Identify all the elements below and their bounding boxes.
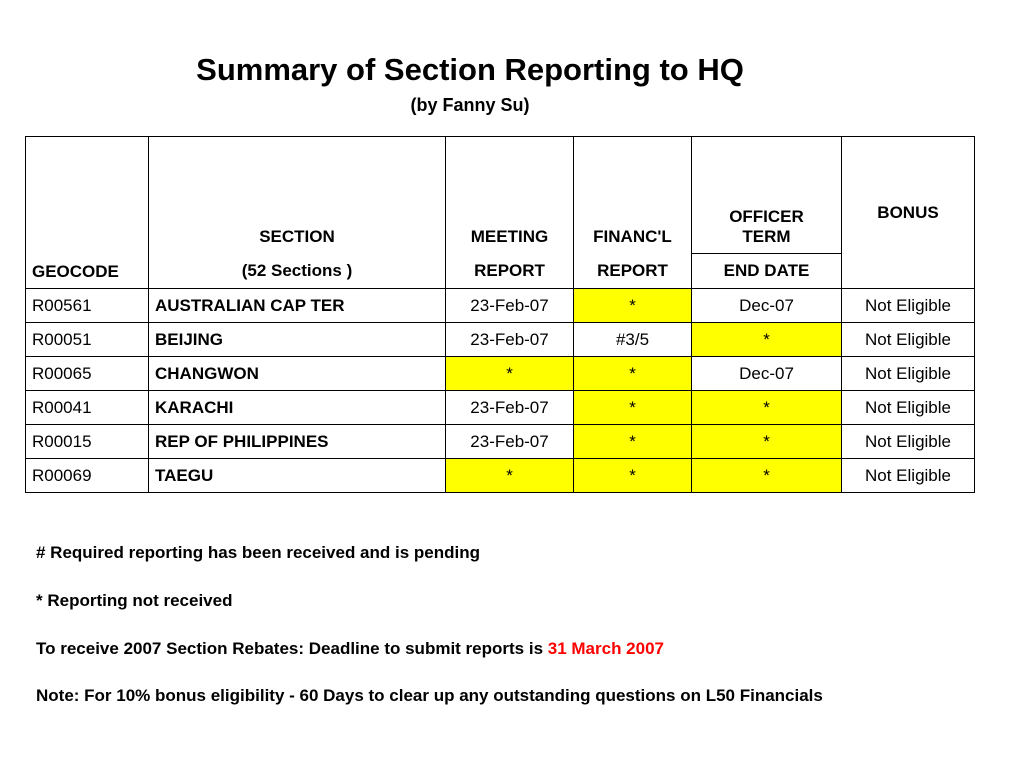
table-row [26,425,975,459]
note-bonus-eligibility: Note: For 10% bonus eligibility - 60 Days to clear up any outstanding questions on L50 Financials [36,686,823,705]
table-row [26,289,975,323]
cell-financ: * [574,425,692,459]
cell-bonus: Not Eligible [842,459,975,493]
header-financ: FINANC'L [574,137,692,254]
cell-section: REP OF PHILIPPINES [149,425,446,459]
header-financ-report: REPORT [574,253,692,288]
header-officer-line1: OFFICER [729,206,804,226]
cell-meeting: 23-Feb-07 [446,391,574,425]
cell-bonus: Not Eligible [842,289,975,323]
header-meeting-report: REPORT [446,253,574,288]
header-geocode: GEOCODE [26,137,149,289]
cell-officer: * [692,459,842,493]
cell-geocode: R00069 [26,459,149,493]
cell-section: BEIJING [149,323,446,357]
cell-meeting: 23-Feb-07 [446,289,574,323]
cell-geocode: R00561 [26,289,149,323]
cell-officer: * [692,323,842,357]
cell-section: TAEGU [149,459,446,493]
cell-meeting: * [446,357,574,391]
note-deadline-date: 31 March 2007 [547,639,664,658]
cell-geocode: R00015 [26,425,149,459]
table-row [26,391,975,425]
cell-geocode: R00051 [26,323,149,357]
page-title: Summary of Section Reporting to HQ [196,52,744,87]
header-officer [692,137,842,254]
cell-bonus: Not Eligible [842,357,975,391]
cell-geocode: R00065 [26,357,149,391]
cell-section: KARACHI [149,391,446,425]
header-row-bottom [26,253,975,288]
header-officer-end-date: END DATE [692,253,842,288]
table-row [26,357,975,391]
cell-officer: Dec-07 [692,289,842,323]
cell-financ: * [574,289,692,323]
section-report-table [25,136,975,493]
note-deadline-text: To receive 2007 Section Rebates: Deadline to submit reports is [36,639,548,658]
header-section-count: (52 Sections ) [149,253,446,288]
table-row [26,323,975,357]
note-deadline [36,639,664,659]
cell-section: AUSTRALIAN CAP TER [149,289,446,323]
cell-meeting: * [446,459,574,493]
header-row-top [26,137,975,254]
cell-officer: Dec-07 [692,357,842,391]
cell-bonus: Not Eligible [842,425,975,459]
cell-financ: * [574,459,692,493]
header-meeting: MEETING [446,137,574,254]
cell-financ: * [574,391,692,425]
cell-financ: * [574,357,692,391]
note-pending: # Required reporting has been received and is pending [36,543,480,562]
table-row [26,459,975,493]
header-section: SECTION [149,137,446,254]
cell-bonus: Not Eligible [842,323,975,357]
page-subtitle: (by Fanny Su) [410,95,530,115]
header-officer-line2: TERM [742,226,791,246]
cell-meeting: 23-Feb-07 [446,323,574,357]
cell-financ: #3/5 [574,323,692,357]
header-bonus: BONUS [842,137,975,289]
cell-officer: * [692,425,842,459]
cell-meeting: 23-Feb-07 [446,425,574,459]
cell-section: CHANGWON [149,357,446,391]
cell-geocode: R00041 [26,391,149,425]
note-not-received: * Reporting not received [36,591,233,610]
cell-bonus: Not Eligible [842,391,975,425]
cell-officer: * [692,391,842,425]
